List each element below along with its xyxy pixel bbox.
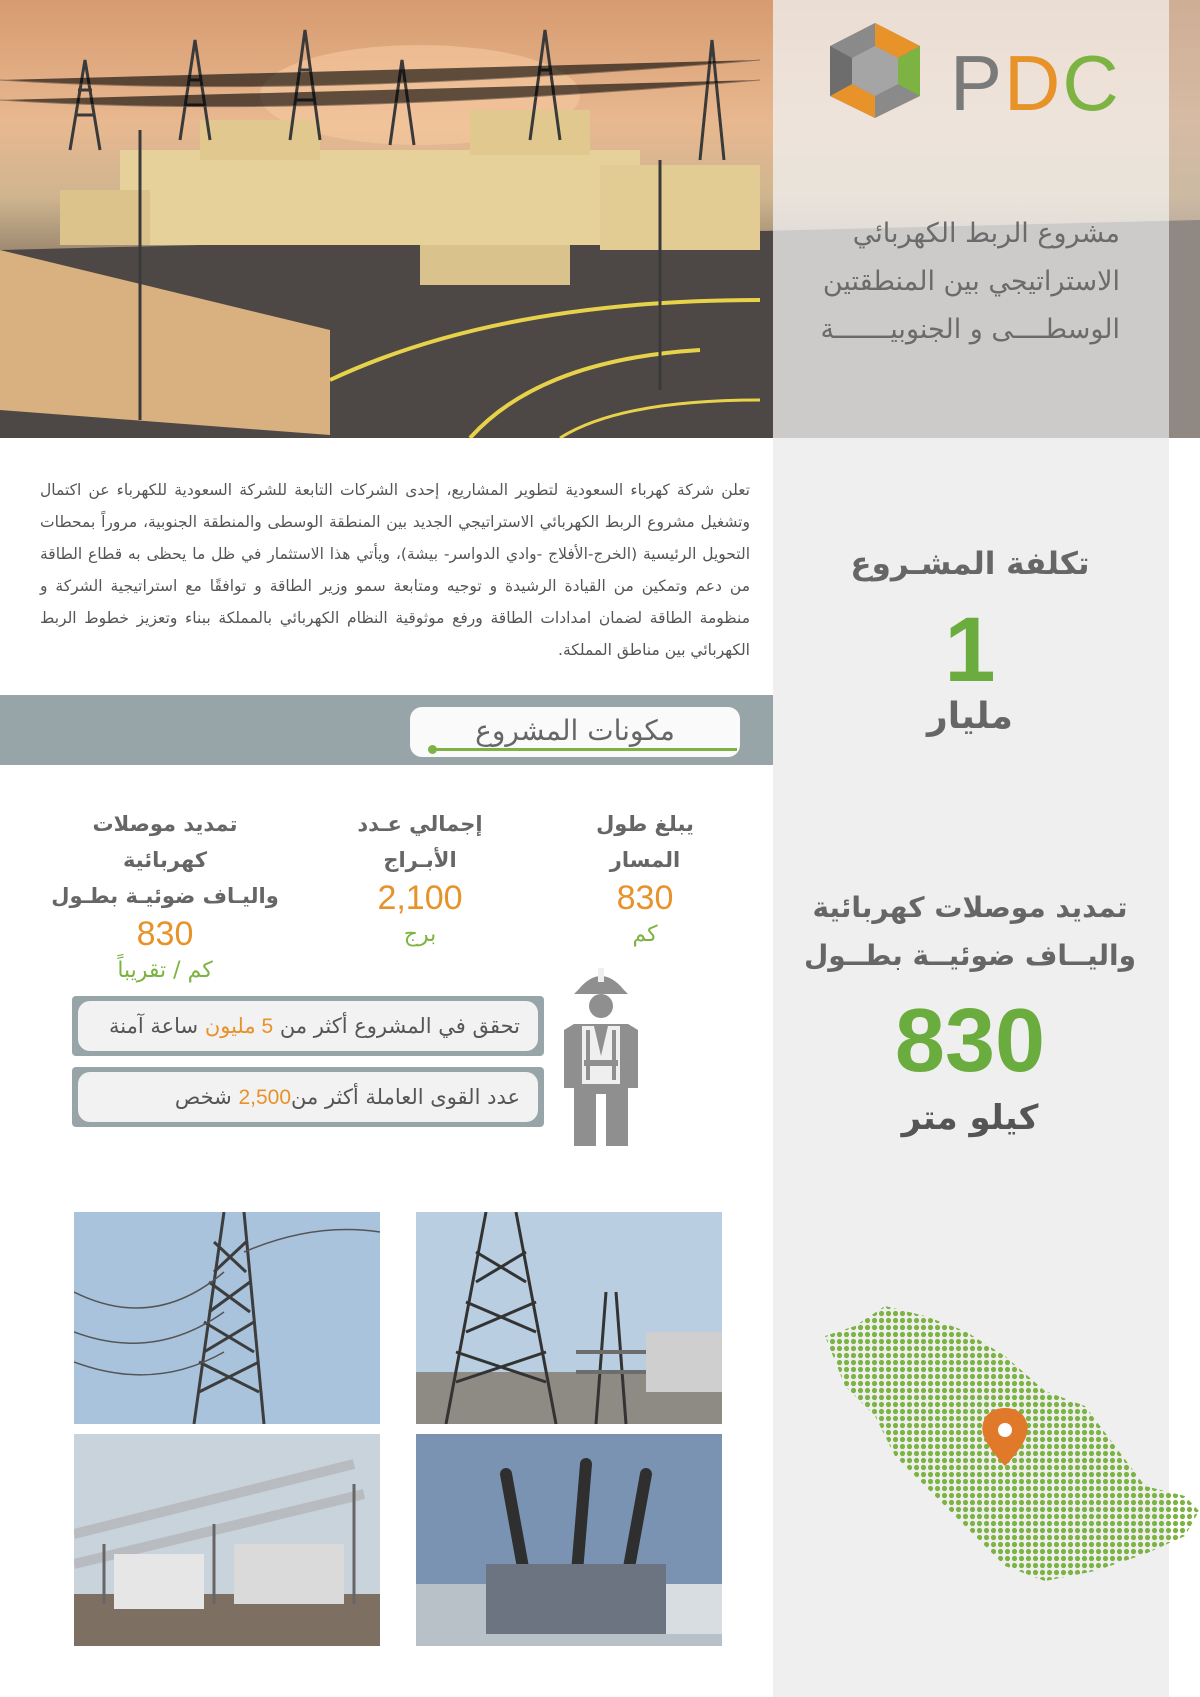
photo-transformer bbox=[416, 1434, 722, 1646]
title-line-3: الوسطــــى و الجنوبيـــــــة bbox=[820, 314, 1120, 345]
components-underline-dot bbox=[428, 745, 437, 754]
saudi-map-icon bbox=[815, 1296, 1199, 1596]
title-line-1: مشروع الربط الكهربائي bbox=[852, 218, 1120, 249]
intro-paragraph: تعلن شركة كهرباء السعودية لتطوير المشاريع، إحدى الشركات التابعة للشركة السعودية للكهرباء عن اكتمال وتشغيل مشروع الربط الكهربائي الاستراتيجي الجديد بين المنطقة الوسطى والمنطقة الجنوبية، مروراً بمحطات التحويل الرئيسية (الخرج-الأفلاج -وادي الدواسر- بيشة)، ويأتي هذا الاستثمار في ظل ما يحظى به قطاع الطاقة من دعم وتمكين من القيادة الرشيدة و توجيه ومتابعة سمو وزير الطاقة و توافقًا مع استراتيجية الشركة و منظومة الطاقة لضمان امدادات الطاقة ورفع موثوقية النظام الكهربائي بالمملكة ببناء وتعزيز خطوط الربط الكهربائي بين مناطق المملكة. bbox=[40, 481, 750, 659]
photo-tower-1 bbox=[74, 1212, 380, 1424]
fiber-title-line-2: واليــاف ضوئيــة بطــول bbox=[803, 939, 1137, 972]
fiber-title-line-1: تمديد موصلات كهربائية bbox=[812, 891, 1128, 924]
safe-hours-box bbox=[72, 996, 544, 1056]
stat-unit: كم bbox=[632, 922, 658, 947]
workforce-suffix: شخص bbox=[174, 1085, 232, 1109]
fiber-unit: كيلو متر bbox=[901, 1098, 1039, 1138]
workforce-box bbox=[72, 1067, 544, 1127]
stat-value: 2,100 bbox=[377, 879, 463, 917]
components-underline bbox=[432, 748, 737, 751]
logo-text: PDC bbox=[950, 39, 1121, 127]
construction-worker-icon bbox=[560, 960, 642, 1150]
stat-tower-count bbox=[320, 806, 520, 952]
cost-value: 1 bbox=[944, 599, 996, 701]
stat-fiber-length bbox=[50, 806, 280, 988]
safe-hours-value: 5 مليون bbox=[204, 1015, 274, 1038]
stat-unit: كم / تقريباً bbox=[117, 958, 213, 983]
stat-value: 830 bbox=[136, 915, 194, 953]
stat-label: تمديد موصلات كهربائية bbox=[92, 812, 238, 872]
photo-substation bbox=[74, 1434, 380, 1646]
stat-label: إجمالي عـدد الأبـراج bbox=[357, 812, 483, 872]
stat-label: واليـاف ضوئيـة بطـول bbox=[51, 884, 279, 908]
workforce-prefix: عدد القوى العاملة أكثر من bbox=[291, 1085, 520, 1109]
photo-tower-2 bbox=[416, 1212, 722, 1424]
stat-label: يبلغ طول المسار bbox=[596, 812, 694, 872]
hero-edge bbox=[1169, 0, 1200, 438]
stat-value: 830 bbox=[616, 879, 674, 917]
safe-hours-prefix: تحقق في المشروع أكثر من bbox=[279, 1014, 520, 1038]
title-line-2: الاستراتيجي بين المنطقتين bbox=[822, 266, 1120, 297]
fiber-value: 830 bbox=[894, 991, 1046, 1091]
stat-route-length bbox=[560, 806, 730, 952]
workforce-text bbox=[78, 1072, 538, 1122]
cost-unit: مليار bbox=[927, 696, 1013, 737]
safe-hours-text bbox=[78, 1001, 538, 1051]
components-title: مكونات المشروع bbox=[410, 707, 740, 757]
stat-unit: برج bbox=[403, 922, 437, 947]
workforce-value: 2,500 bbox=[238, 1086, 292, 1109]
page-title bbox=[800, 210, 1120, 354]
fiber-title bbox=[800, 884, 1140, 980]
cost-title: تكلفة المشـروع bbox=[850, 546, 1090, 582]
safe-hours-suffix: ساعة آمنة bbox=[109, 1014, 199, 1038]
